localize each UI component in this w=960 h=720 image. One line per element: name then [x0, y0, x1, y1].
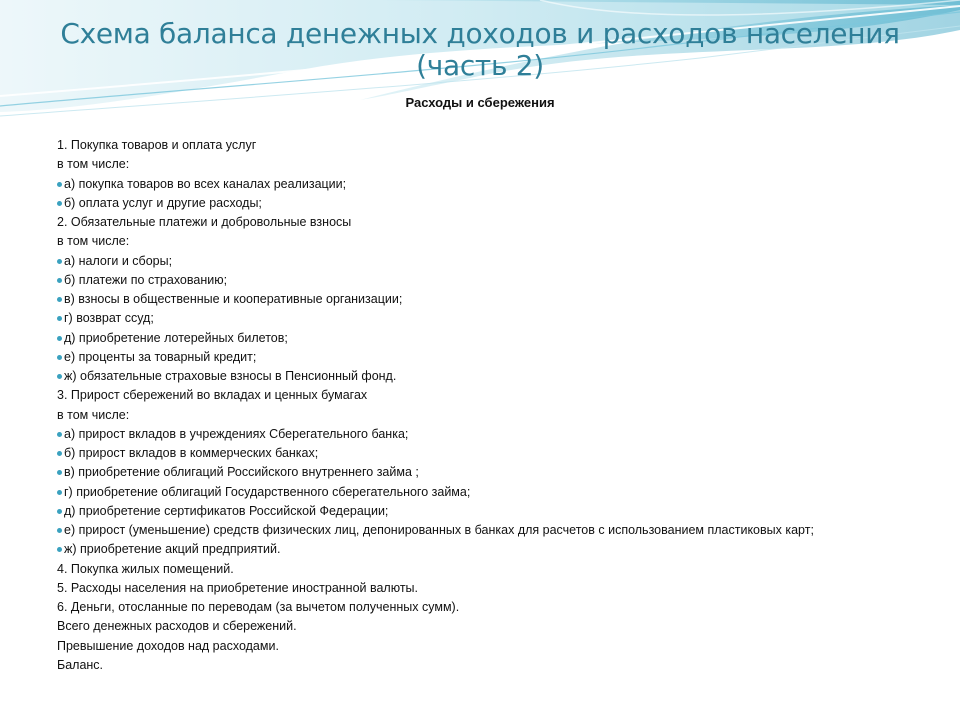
list-item-text: б) оплата услуг и другие расходы; [64, 195, 262, 210]
list-item-text: 4. Покупка жилых помещений. [57, 561, 234, 576]
list-item [57, 637, 957, 656]
list-item-sub [57, 194, 957, 213]
bullet-icon [57, 451, 62, 456]
list-item-text: в том числе: [57, 407, 130, 422]
list-item [57, 232, 957, 251]
list-item-text: г) приобретение облигаций Государственного сберегательного займа; [64, 484, 471, 499]
list-item-text: е) прирост (уменьшение) средств физических лиц, депонированных в банках для расчетов с использованием пластиковых карт; [64, 523, 814, 537]
list-item-sub [57, 540, 957, 559]
list-item-text: 1. Покупка товаров и оплата услуг [57, 138, 257, 152]
list-item-text: б) платежи по страхованию; [64, 272, 228, 287]
list-item-sub [57, 175, 957, 194]
list-item-text: в том числе: [57, 157, 130, 172]
slide-title: Схема баланса денежных доходов и расходов населения (часть 2) [60, 17, 900, 82]
list-item [57, 617, 957, 636]
list-item [57, 598, 957, 617]
bullet-icon [57, 278, 62, 283]
list-item-text: а) покупка товаров во всех каналах реализации; [64, 176, 347, 191]
list-item [57, 155, 957, 174]
bullet-icon [57, 182, 62, 187]
list-item-sub [57, 502, 957, 521]
list-item-sub [57, 271, 957, 290]
list-item-text: а) налоги и сборы; [64, 253, 173, 268]
list-item-text: Всего денежных расходов и сбережений. [57, 619, 297, 634]
list-item-text: 3. Прирост сбережений во вкладах и ценных бумагах [57, 388, 368, 403]
list-item-sub [57, 348, 957, 367]
bullet-icon [57, 528, 62, 533]
list-item-text: Баланс. [57, 657, 104, 672]
bullet-icon [57, 336, 62, 341]
list-item-text: г) возврат ссуд; [64, 311, 154, 326]
list-item-text: 6. Деньги, отосланные по переводам (за вычетом полученных сумм). [57, 600, 460, 614]
list-item [57, 213, 957, 232]
bullet-icon [57, 490, 62, 495]
slide-subtitle: Расходы и сбережения [405, 95, 555, 110]
list-item-text: б) прирост вкладов в коммерческих банках; [64, 446, 319, 460]
bullet-icon [57, 432, 62, 437]
list-item-sub [57, 367, 957, 386]
list-item-sub [57, 521, 957, 540]
list-item-text: а) прирост вкладов в учреждениях Сберегательного банка; [64, 426, 409, 441]
expense-list [57, 136, 957, 675]
list-item-text: ж) приобретение акций предприятий. [64, 542, 281, 557]
list-item [57, 560, 957, 579]
list-item-text: 2. Обязательные платежи и добровольные взносы [57, 215, 352, 229]
bullet-icon [57, 297, 62, 302]
list-item-text: д) приобретение лотерейных билетов; [64, 330, 288, 345]
list-item-sub [57, 463, 957, 482]
bullet-icon [57, 355, 62, 360]
list-item-sub [57, 252, 957, 271]
list-item [57, 136, 957, 155]
list-item-text: Превышение доходов над расходами. [57, 638, 279, 653]
bullet-icon [57, 509, 62, 514]
list-item-text: ж) обязательные страховые взносы в Пенсионный фонд. [64, 369, 397, 383]
bullet-icon [57, 259, 62, 264]
list-item [57, 579, 957, 598]
list-item-sub [57, 329, 957, 348]
list-item-text: в) взносы в общественные и кооперативные организации; [64, 292, 403, 306]
list-item-sub [57, 290, 957, 309]
bullet-icon [57, 316, 62, 321]
list-item-sub [57, 425, 957, 444]
list-item-text: в) приобретение облигаций Российского внутреннего займа ; [64, 465, 419, 480]
list-item [57, 406, 957, 425]
list-item [57, 656, 957, 675]
list-item-text: 5. Расходы населения на приобретение иностранной валюты. [57, 580, 419, 595]
list-item-text: д) приобретение сертификатов Российской Федерации; [64, 503, 389, 518]
list-item-text: е) проценты за товарный кредит; [64, 349, 257, 364]
list-item-sub [57, 444, 957, 463]
list-item-sub [57, 309, 957, 328]
list-item [57, 386, 957, 405]
bullet-icon [57, 470, 62, 475]
list-item-text: в том числе: [57, 234, 130, 249]
list-item-sub [57, 483, 957, 502]
bullet-icon [57, 547, 62, 552]
bullet-icon [57, 374, 62, 379]
bullet-icon [57, 201, 62, 206]
